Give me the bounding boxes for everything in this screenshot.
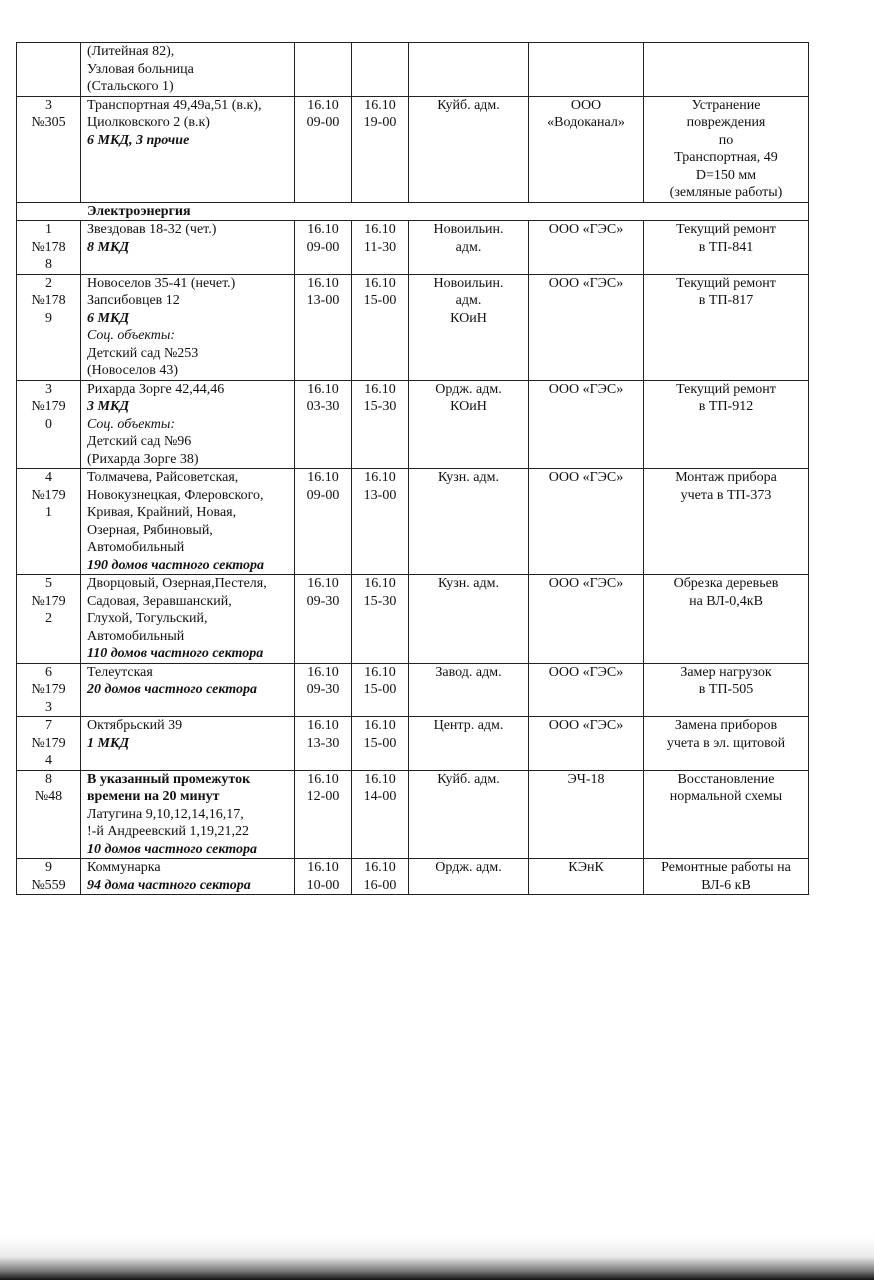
district-line: Кузн. адм. <box>437 470 499 485</box>
address-line: Новоселов 35-41 (нечет.) <box>87 275 236 291</box>
table-row <box>17 717 809 771</box>
district-line: адм. <box>455 293 482 308</box>
work-line: нормальной схемы <box>669 789 783 804</box>
address-cell <box>81 717 295 771</box>
address-line: !-й Андреевский 1,19,21,22 <box>87 824 249 839</box>
work-cell <box>644 469 809 575</box>
work-line: в ТП-505 <box>698 682 754 697</box>
end-date: 16.10 <box>364 381 396 397</box>
table-row <box>17 469 809 575</box>
district-cell <box>409 221 529 275</box>
row-number: 8 <box>45 771 52 787</box>
address-line: Латугина 9,10,12,14,16,17, <box>87 806 244 822</box>
end-cell <box>352 43 409 97</box>
district-line: адм. <box>455 239 482 255</box>
start-cell <box>295 859 352 895</box>
district-cell <box>409 663 529 717</box>
row-number-cell <box>17 859 81 895</box>
district-line: Куйб. адм. <box>437 97 500 113</box>
work-line: Текущий ремонт <box>676 222 776 237</box>
row-number-cell <box>17 663 81 717</box>
building-count: 3 МКД <box>87 399 130 414</box>
start-cell <box>295 221 352 275</box>
address-line: Садовая, Зеравшанский, <box>87 593 232 609</box>
row-number: 3 <box>45 381 52 397</box>
row-number: 9 <box>45 860 52 875</box>
table-row <box>17 575 809 664</box>
row-number: 3 <box>45 97 52 113</box>
work-cell <box>644 859 809 895</box>
district-line: КОиН <box>450 310 487 326</box>
work-line: Текущий ремонт <box>676 275 776 291</box>
building-count: 110 домов частного сектора <box>87 646 264 661</box>
start-time: 09-30 <box>306 593 340 609</box>
organization-cell <box>529 859 644 895</box>
address-line: Октябрьский 39 <box>87 718 183 733</box>
district-cell <box>409 717 529 771</box>
address-line: Транспортная 49,49а,51 (в.к), <box>87 97 262 113</box>
social-object-line: Детский сад №96 <box>87 434 192 449</box>
row-code: №305 <box>31 115 66 130</box>
table-row <box>17 380 809 469</box>
table-row-continuation <box>17 43 809 97</box>
organization-cell <box>529 274 644 380</box>
start-time: 03-30 <box>306 399 340 414</box>
row-code: №179 <box>31 735 66 751</box>
end-time: 13-00 <box>363 487 397 503</box>
work-line: Замер нагрузок <box>680 664 772 680</box>
start-cell <box>295 469 352 575</box>
row-code: №178 <box>31 239 66 255</box>
district-cell <box>409 575 529 664</box>
row-code: №179 <box>31 593 66 609</box>
organization-cell <box>529 717 644 771</box>
row-code: №178 <box>31 293 66 308</box>
start-cell <box>295 717 352 771</box>
address-line: Рихарда Зорге 42,44,46 <box>87 381 225 397</box>
work-line: Транспортная, 49 <box>674 150 778 165</box>
organization-line: ЭЧ-18 <box>567 771 605 787</box>
district-cell <box>409 43 529 97</box>
address-line: Дворцовый, Озерная,Пестеля, <box>87 576 267 591</box>
end-date: 16.10 <box>364 576 396 591</box>
end-date: 16.10 <box>364 718 396 733</box>
start-cell <box>295 575 352 664</box>
organization-cell <box>529 770 644 859</box>
organization-cell <box>529 43 644 97</box>
row-number: 7 <box>45 718 52 733</box>
address-cell <box>81 770 295 859</box>
row-number-cell <box>17 221 81 275</box>
end-time: 15-00 <box>363 293 397 308</box>
address-cell <box>81 221 295 275</box>
start-date: 16.10 <box>307 97 339 113</box>
organization-cell <box>529 380 644 469</box>
table-row <box>17 274 809 380</box>
start-date: 16.10 <box>307 664 339 680</box>
organization-cell <box>529 221 644 275</box>
address-line: (Стальского 1) <box>87 79 174 94</box>
district-line: КОиН <box>450 399 487 414</box>
table-row <box>17 663 809 717</box>
address-cell <box>81 663 295 717</box>
table-row <box>17 221 809 275</box>
address-line: Глухой, Тогульский, <box>87 611 208 626</box>
work-line: по <box>718 132 734 148</box>
row-number: 5 <box>45 576 52 591</box>
start-date: 16.10 <box>307 470 339 485</box>
end-time: 11-30 <box>363 239 397 255</box>
work-cell <box>644 663 809 717</box>
row-code: 9 <box>45 310 52 326</box>
end-cell <box>352 859 409 895</box>
end-date: 16.10 <box>364 470 396 485</box>
address-line: Запсибовцев 12 <box>87 293 180 308</box>
building-count: 6 МКД <box>87 310 130 326</box>
end-time: 15-30 <box>363 399 397 414</box>
start-cell <box>295 274 352 380</box>
work-line: Устранение <box>691 97 761 113</box>
end-date: 16.10 <box>364 222 396 237</box>
row-code: 0 <box>45 416 52 432</box>
start-date: 16.10 <box>307 860 339 875</box>
start-time: 13-00 <box>306 293 340 308</box>
work-line: Текущий ремонт <box>676 381 776 397</box>
district-cell <box>409 380 529 469</box>
district-line: Центр. адм. <box>433 718 504 733</box>
work-line: в ТП-841 <box>698 239 754 255</box>
district-line: Новоильин. <box>433 222 504 237</box>
end-cell <box>352 717 409 771</box>
row-code: 3 <box>45 699 52 715</box>
work-cell <box>644 380 809 469</box>
end-cell <box>352 96 409 202</box>
address-line: Телеутская <box>87 664 153 680</box>
district-cell <box>409 770 529 859</box>
start-cell <box>295 43 352 97</box>
start-date: 16.10 <box>307 381 339 397</box>
work-line: ВЛ-6 кВ <box>701 877 751 893</box>
end-date: 16.10 <box>364 771 396 787</box>
organization-line: ООО «ГЭС» <box>548 275 624 291</box>
building-count: 8 МКД <box>87 239 130 255</box>
start-time: 09-00 <box>306 239 340 255</box>
work-cell <box>644 575 809 664</box>
district-line: Ордж. адм. <box>435 860 502 875</box>
work-line: в ТП-817 <box>698 293 754 308</box>
district-cell <box>409 96 529 202</box>
row-number-cell <box>17 717 81 771</box>
address-cell <box>81 274 295 380</box>
start-time: 09-00 <box>306 487 340 503</box>
address-line: Автомобильный <box>87 628 185 644</box>
building-count: 10 домов частного сектора <box>87 841 258 857</box>
end-time: 16-00 <box>363 877 397 893</box>
organization-line: ООО «ГЭС» <box>548 664 624 680</box>
end-cell <box>352 575 409 664</box>
organization-line: ООО «ГЭС» <box>548 381 624 397</box>
work-line: Обрезка деревьев <box>673 576 779 591</box>
district-cell <box>409 469 529 575</box>
notice-line: времени на 20 минут <box>87 789 220 804</box>
start-time: 12-00 <box>306 789 340 804</box>
organization-line: ООО «ГЭС» <box>548 222 624 237</box>
work-line: учета в ТП-373 <box>680 487 772 503</box>
work-line: повреждения <box>686 115 766 130</box>
social-objects-label: Соц. объекты: <box>87 328 176 343</box>
start-cell <box>295 663 352 717</box>
section-title: Электроэнергия <box>17 202 809 221</box>
organization-line: ООО «ГЭС» <box>548 470 624 485</box>
work-line: Восстановление <box>677 771 775 787</box>
start-date: 16.10 <box>307 771 339 787</box>
building-count: 94 дома частного сектора <box>87 877 251 893</box>
organization-line: ООО «ГЭС» <box>548 718 624 733</box>
organization-line: ООО «ГЭС» <box>548 576 624 591</box>
address-line: Автомобильный <box>87 540 185 555</box>
end-cell <box>352 274 409 380</box>
district-line: Кузн. адм. <box>437 576 499 591</box>
notice-line: В указанный промежуток <box>87 771 251 787</box>
address-line: Новокузнецкая, Флеровского, <box>87 487 264 503</box>
work-line: Ремонтные работы на <box>661 860 791 875</box>
building-count: 190 домов частного сектора <box>87 557 265 573</box>
address-cell <box>81 469 295 575</box>
work-line: на ВЛ-0,4кВ <box>689 593 763 609</box>
district-cell <box>409 274 529 380</box>
address-line: Коммунарка <box>87 860 161 875</box>
start-date: 16.10 <box>307 222 339 237</box>
address-cell <box>81 859 295 895</box>
row-number-cell <box>17 469 81 575</box>
start-time: 09-30 <box>306 682 340 697</box>
organization-cell <box>529 96 644 202</box>
district-line: Куйб. адм. <box>437 771 500 787</box>
outage-schedule-table <box>16 42 809 895</box>
end-time: 14-00 <box>363 789 397 804</box>
end-cell <box>352 770 409 859</box>
table-row <box>17 859 809 895</box>
address-cell <box>81 380 295 469</box>
end-date: 16.10 <box>364 664 396 680</box>
row-code: №179 <box>31 682 66 697</box>
start-cell <box>295 380 352 469</box>
address-line: Толмачева, Райсоветская, <box>87 470 239 485</box>
address-line: Узловая больница <box>87 61 194 77</box>
organization-cell <box>529 663 644 717</box>
table-row-water <box>17 96 809 202</box>
district-line: Ордж. адм. <box>435 381 502 397</box>
end-cell <box>352 221 409 275</box>
row-code: №48 <box>34 789 63 804</box>
building-count: 1 МКД <box>87 735 130 751</box>
address-line: Звездовав 18-32 (чет.) <box>87 222 217 237</box>
start-time: 09-00 <box>306 115 340 130</box>
row-number-cell <box>17 575 81 664</box>
start-cell <box>295 770 352 859</box>
row-code: №559 <box>31 877 66 893</box>
work-cell <box>644 221 809 275</box>
row-number-cell <box>17 770 81 859</box>
start-date: 16.10 <box>307 275 339 291</box>
work-line: D=150 мм <box>695 167 757 183</box>
start-cell <box>295 96 352 202</box>
address-line: Кривая, Крайний, Новая, <box>87 505 237 520</box>
row-number-cell <box>17 274 81 380</box>
organization-line: КЭнК <box>568 860 604 875</box>
end-time: 15-00 <box>363 682 397 697</box>
address-line: Циолковского 2 (в.к) <box>87 115 210 130</box>
work-cell <box>644 96 809 202</box>
social-object-line: (Новоселов 43) <box>87 363 178 378</box>
start-time: 13-30 <box>306 735 340 751</box>
organization-line: ООО <box>570 97 602 113</box>
social-object-line: Детский сад №253 <box>87 345 199 361</box>
section-header-row <box>17 202 809 221</box>
row-number: 6 <box>45 664 52 680</box>
building-count: 20 домов частного сектора <box>87 682 258 697</box>
row-code: 1 <box>45 505 52 520</box>
end-date: 16.10 <box>364 97 396 113</box>
row-number: 1 <box>45 222 52 237</box>
end-time: 15-30 <box>363 593 397 609</box>
table-row <box>17 770 809 859</box>
organization-line: «Водоканал» <box>547 115 625 130</box>
address-cell <box>81 575 295 664</box>
work-cell <box>644 274 809 380</box>
organization-cell <box>529 469 644 575</box>
building-count: 6 МКД, 3 прочие <box>87 132 190 148</box>
start-date: 16.10 <box>307 576 339 591</box>
social-object-line: (Рихарда Зорге 38) <box>87 451 199 467</box>
address-cell <box>81 96 295 202</box>
work-line: Замена приборов <box>674 718 778 733</box>
address-line: (Литейная 82), <box>87 44 175 59</box>
organization-cell <box>529 575 644 664</box>
row-code: №179 <box>31 399 66 414</box>
start-time: 10-00 <box>306 877 340 893</box>
social-objects-label: Соц. объекты: <box>87 416 176 432</box>
end-cell <box>352 380 409 469</box>
end-time: 19-00 <box>363 115 397 130</box>
row-code: 8 <box>45 257 52 272</box>
district-cell <box>409 859 529 895</box>
row-number: 4 <box>45 470 52 485</box>
row-code: №179 <box>31 487 66 503</box>
row-number-cell <box>17 380 81 469</box>
work-cell <box>644 43 809 97</box>
row-number: 2 <box>45 275 52 291</box>
row-number-cell <box>17 43 81 97</box>
end-cell <box>352 469 409 575</box>
row-number-cell <box>17 96 81 202</box>
work-cell <box>644 717 809 771</box>
start-date: 16.10 <box>307 718 339 733</box>
work-line: Монтаж прибора <box>675 470 777 485</box>
district-line: Новоильин. <box>433 275 504 291</box>
end-date: 16.10 <box>364 860 396 875</box>
address-cell <box>81 43 295 97</box>
address-line: Озерная, Рябиновый, <box>87 522 213 538</box>
work-line: в ТП-912 <box>698 399 754 414</box>
work-cell <box>644 770 809 859</box>
photo-bottom-shadow <box>0 1238 874 1280</box>
end-cell <box>352 663 409 717</box>
end-time: 15-00 <box>363 735 397 751</box>
end-date: 16.10 <box>364 275 396 291</box>
row-code: 4 <box>45 753 52 768</box>
district-line: Завод. адм. <box>435 664 502 680</box>
row-code: 2 <box>45 611 52 626</box>
work-line: (земляные работы) <box>669 185 783 200</box>
work-line: учета в эл. щитовой <box>666 735 786 751</box>
